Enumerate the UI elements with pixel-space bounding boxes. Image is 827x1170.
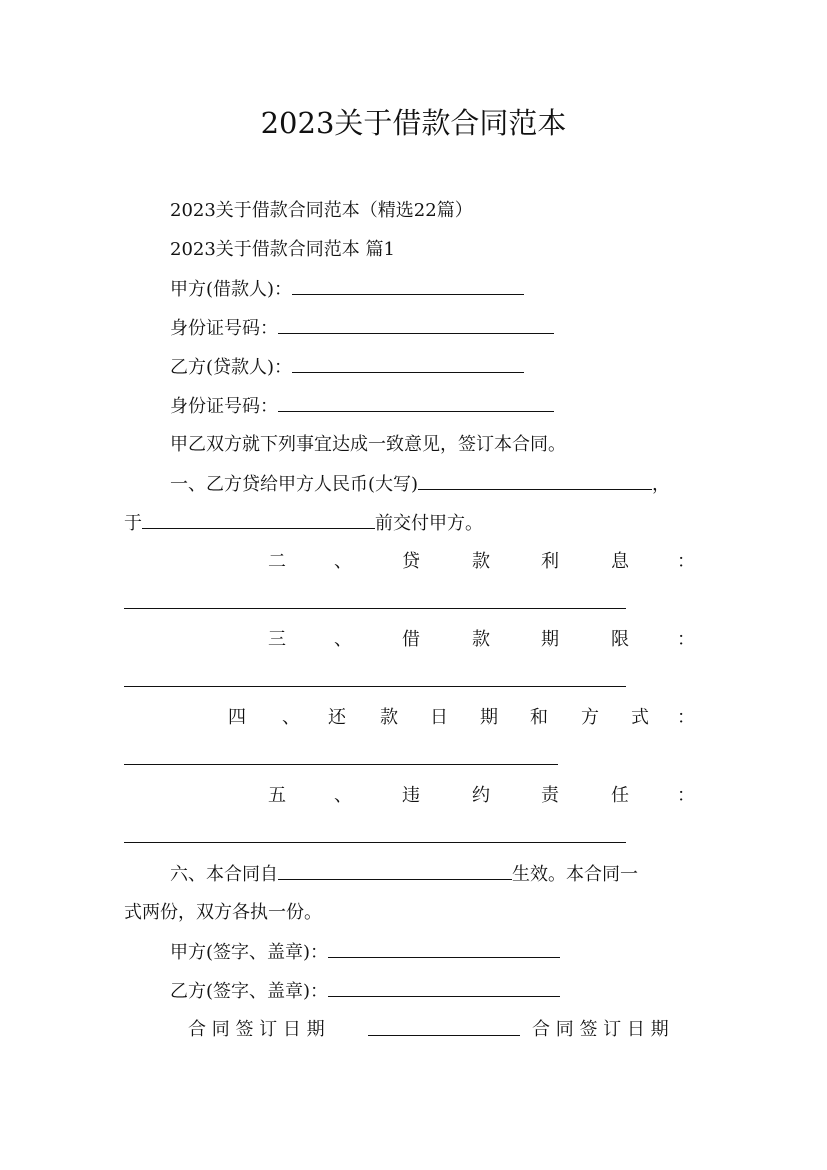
clause-6-text-cont: 生效。本合同一 [512,864,638,885]
clause-5-char: 任 [611,785,629,806]
clause-3-char: 、 [334,629,352,650]
section-heading: 2023关于借款合同范本 篇1 [170,239,395,260]
clause-5-char: 责 [541,785,559,806]
clause-5-char: 五 [268,785,286,806]
clause-3-blank [124,686,626,687]
clause-2-char: 、 [334,551,352,572]
clause-4-char: 和 [530,707,548,728]
clause-1-line [170,471,670,498]
sign-date-line [188,1017,325,1043]
clause-3-char: 借 [402,629,420,650]
clause-5-char: ： [677,785,695,806]
clause-2-char: 款 [472,551,490,572]
clause-4-char: 、 [282,707,300,728]
clause-5-char: 、 [334,785,352,806]
clause-2-blank [124,608,626,609]
clause-5-char: 违 [402,785,420,806]
party-b-blank [292,354,524,373]
clause-4-char: 式 [631,707,649,728]
clause-6-text: 六、本合同自 [170,864,278,885]
clause-3-char: 期 [541,629,559,650]
clause-1-cont-prefix: 于 [124,513,142,534]
clause-3-char: 款 [472,629,490,650]
clause-2-char: 利 [541,551,559,572]
clause-4-char: 四 [228,707,246,728]
clause-4-char: 还 [328,707,346,728]
clause-4-char: ： [677,707,695,728]
clause-2-char: 贷 [402,551,420,572]
clause-2-char: 息 [611,551,629,572]
clause-6-date-blank [278,861,512,880]
clause-3-char: 限 [611,629,629,650]
party-b-signature-line [170,978,560,1005]
party-b-id-label: 身份证号码： [170,396,278,417]
clause-2-char: 二 [268,551,286,572]
clause-3-char: 三 [268,629,286,650]
party-a-id-blank [278,315,554,334]
clause-1-comma: ， [652,474,671,495]
party-b-line [170,354,524,381]
party-a-label: 甲方(借款人)： [170,279,293,300]
clause-5-blank [124,842,626,843]
clause-1-amount-blank [418,471,652,490]
party-a-signature-line [170,939,560,966]
clause-1-text: 一、乙方贷给甲方人民币(大写) [170,474,419,495]
party-b-signature-label: 乙方(签字、盖章)： [170,981,329,1002]
clause-4-char: 期 [480,707,498,728]
party-a-id-line [170,315,554,342]
clause-3-char: ： [677,629,695,650]
clause-4-char: 款 [380,707,398,728]
party-b-signature-blank [328,978,560,997]
sign-date-label-2: 合 同 签 订 日 期 [532,1019,669,1040]
clause-6-cont-line: 式两份，双方各执一份。 [124,902,322,923]
clause-4-blank [124,764,558,765]
party-b-label: 乙方(贷款人)： [170,357,293,378]
party-a-line [170,276,524,303]
party-b-id-line [170,393,554,420]
clause-6-line [170,861,638,888]
party-a-id-label: 身份证号码： [170,318,278,339]
agreement-statement: 甲乙双方就下列事宜达成一致意见，签订本合同。 [170,434,566,455]
subtitle-line: 2023关于借款合同范本（精选22篇） [170,200,473,221]
sign-date-label: 合 同 签 订 日 期 [188,1019,325,1040]
sign-date-blank [368,1035,520,1036]
party-a-blank [292,276,524,295]
party-b-id-blank [278,393,554,412]
clause-1-cont-line [124,510,483,537]
clause-5-char: 约 [472,785,490,806]
clause-4-char: 方 [581,707,599,728]
clause-2-char: ： [677,551,695,572]
party-a-signature-label: 甲方(签字、盖章)： [170,942,329,963]
party-a-signature-blank [328,939,560,958]
clause-1-date-blank [142,510,375,529]
document-title: 2023关于借款合同范本 [260,106,567,140]
clause-4-char: 日 [430,707,448,728]
clause-1-cont-text: 前交付甲方。 [375,513,483,534]
